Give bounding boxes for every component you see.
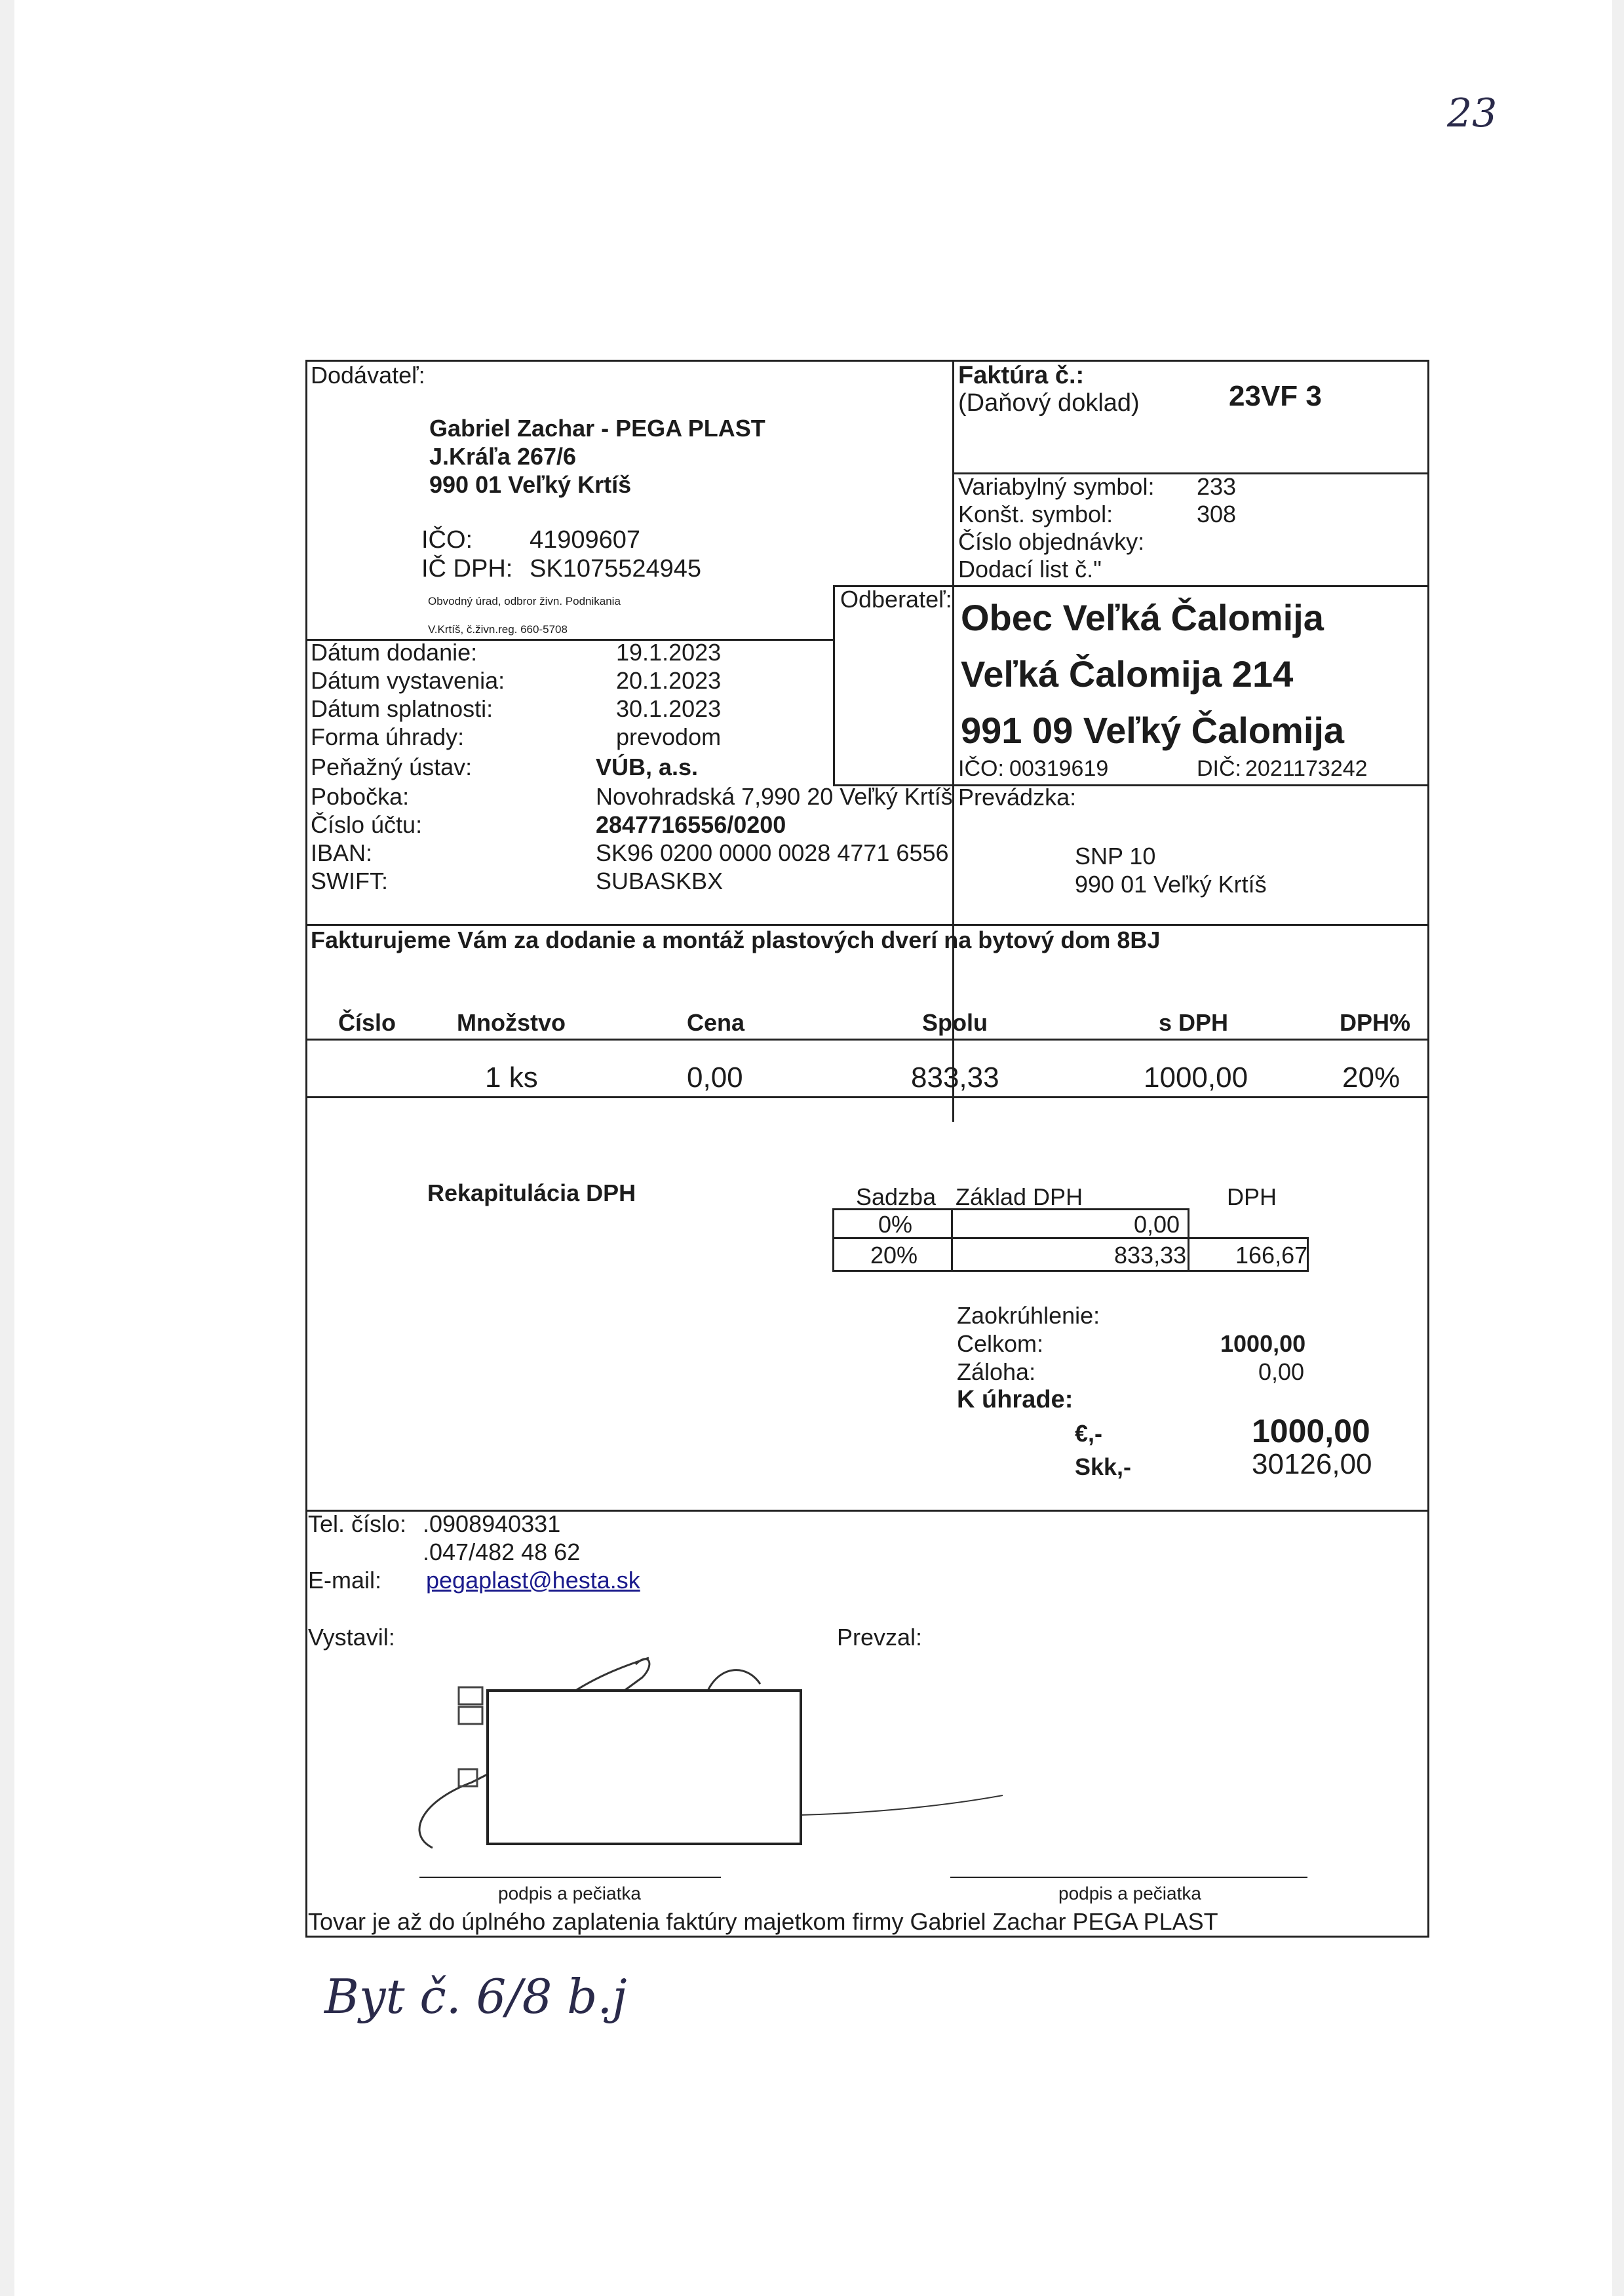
scan-edge-left	[0, 0, 14, 2296]
supplier-icdph-label: IČ DPH:	[421, 555, 513, 583]
eur-value: 1000,00	[1252, 1413, 1370, 1449]
vat-recap-title: Rekapitulácia DPH	[427, 1179, 636, 1206]
splatnosti-value: 30.1.2023	[616, 695, 722, 722]
tel-2: .047/482 48 62	[423, 1539, 581, 1565]
invoice-subtitle: (Daňový doklad)	[958, 389, 1140, 417]
customer-name: Obec Veľká Čalomija	[961, 597, 1324, 638]
prevadzka-city: 990 01 Veľký Krtíš	[1075, 871, 1267, 898]
vat-row-1-divider-a	[951, 1237, 953, 1272]
items-row-line	[305, 1096, 1429, 1098]
sign-line-left	[419, 1877, 721, 1878]
vat-row-1-zaklad: 833,33	[1114, 1242, 1187, 1269]
supplier-icdph: SK1075524945	[530, 555, 702, 583]
skk-label: Skk,-	[1075, 1453, 1132, 1480]
supplier-name: Gabriel Zachar - PEGA PLAST	[429, 415, 765, 442]
k-uhrade-label: K úhrade:	[957, 1386, 1073, 1413]
customer-street: Veľká Čalomija 214	[961, 653, 1294, 695]
order-label: Číslo objednávky:	[958, 528, 1145, 555]
col-spolu: Spolu	[922, 1009, 988, 1036]
supplier-city: 990 01 Veľký Krtíš	[429, 471, 632, 498]
prevzal-label: Prevzal:	[837, 1624, 923, 1651]
supplier-ico-label: IČO:	[421, 526, 473, 554]
sign-line-right	[950, 1877, 1307, 1878]
ucet-label: Číslo účtu:	[311, 811, 423, 838]
dodanie-label: Dátum dodanie:	[311, 639, 478, 666]
invoice-number: 23VF 3	[1229, 380, 1322, 412]
email-label: E-mail:	[308, 1567, 382, 1594]
vat-row-1-dph: 166,67	[1235, 1242, 1308, 1269]
vystavenia-label: Dátum vystavenia:	[311, 667, 505, 694]
frame-top	[305, 360, 1429, 362]
customer-ico-label: IČO:	[958, 756, 1004, 781]
items-header-line	[305, 1039, 1429, 1041]
invoice-title: Faktúra č.:	[958, 362, 1085, 389]
ustav-value: VÚB, a.s.	[596, 754, 699, 780]
iban-value: SK96 0200 0000 0028 4771 6556	[596, 839, 949, 866]
swift-value: SUBASKBX	[596, 868, 724, 894]
handwritten-note: Byt č. 6/8 b.j	[324, 1969, 627, 2024]
description-top-line	[305, 924, 1429, 926]
pobocka-label: Pobočka:	[311, 783, 410, 810]
dodanie-value: 19.1.2023	[616, 639, 722, 666]
col-cena: Cena	[687, 1009, 745, 1036]
ucet-value: 2847716556/0200	[596, 811, 786, 838]
delivery-label: Dodací list č."	[958, 556, 1102, 583]
celkom-value: 1000,00	[1220, 1330, 1306, 1357]
zaloha-value: 0,00	[1258, 1358, 1305, 1385]
vat-row-0-zaklad: 0,00	[1134, 1211, 1180, 1238]
zaokruhlenie-label: Zaokrúhlenie:	[957, 1302, 1100, 1329]
email-link[interactable]: pegaplast@hesta.sk	[426, 1567, 640, 1594]
forma-label: Forma úhrady:	[311, 723, 465, 750]
vat-row-1-sadzba: 20%	[870, 1242, 918, 1269]
skk-value: 30126,00	[1252, 1448, 1372, 1480]
vat-row-1-divider-b	[1188, 1237, 1189, 1272]
redacted-signature-box	[486, 1689, 802, 1845]
zaloha-label: Záloha:	[957, 1358, 1036, 1385]
supplier-registry-line1: Obvodný úrad, odbror živn. Podnikania	[428, 595, 621, 607]
sign-caption-right: podpis a pečiatka	[1058, 1883, 1201, 1904]
col-mnozstvo: Množstvo	[457, 1009, 566, 1036]
col-s-dph: s DPH	[1159, 1009, 1229, 1036]
ustav-label: Peňažný ústav:	[311, 754, 473, 780]
konst-label: Konšt. symbol:	[958, 501, 1113, 527]
vat-row-0-sadzba: 0%	[878, 1211, 913, 1238]
sign-caption-left: podpis a pečiatka	[498, 1883, 641, 1904]
customer-heading: Odberateľ:	[840, 586, 952, 613]
invoice-description: Fakturujeme Vám za dodanie a montáž plastových dverí na bytový dom 8BJ	[311, 927, 1161, 953]
footer-note: Tovar je až do úplného zaplatenia faktúry majetkom firmy Gabriel Zachar PEGA PLAST	[308, 1908, 1218, 1935]
tel-label: Tel. číslo:	[308, 1510, 407, 1537]
customer-ico: 00319619	[1009, 756, 1109, 781]
vat-col-sadzba: Sadzba	[856, 1183, 937, 1210]
scan-edge-right	[1612, 0, 1624, 2296]
forma-value: prevodom	[616, 723, 722, 750]
item-mnozstvo: 1 ks	[485, 1062, 538, 1094]
col-dph-pct: DPH%	[1340, 1009, 1411, 1036]
vystavil-label: Vystavil:	[308, 1624, 395, 1651]
item-spolu: 833,33	[911, 1062, 999, 1094]
pobocka-value: Novohradská 7,990 20 Veľký Krtíš	[596, 783, 953, 810]
supplier-heading: Dodávateľ:	[311, 362, 425, 389]
frame-left	[305, 360, 307, 1938]
varsym-value: 233	[1197, 473, 1237, 500]
splatnosti-label: Dátum splatnosti:	[311, 695, 493, 722]
supplier-street: J.Kráľa 267/6	[429, 443, 577, 470]
konst-value: 308	[1197, 501, 1237, 527]
vystavenia-value: 20.1.2023	[616, 667, 722, 694]
frame-bottom	[305, 1936, 1429, 1938]
col-cislo: Číslo	[338, 1009, 396, 1036]
vat-col-dph: DPH	[1227, 1183, 1277, 1210]
eur-label: €,-	[1075, 1420, 1103, 1447]
page-number: 23	[1447, 90, 1498, 136]
customer-dic-label: DIČ:	[1197, 756, 1241, 781]
item-cena: 0,00	[687, 1062, 743, 1094]
vat-col-zaklad: Základ DPH	[956, 1183, 1083, 1210]
prevadzka-street: SNP 10	[1075, 843, 1156, 870]
supplier-registry-line2: V.Krtíš, č.živn.reg. 660-5708	[428, 623, 568, 636]
iban-label: IBAN:	[311, 839, 373, 866]
varsym-label: Variabylný symbol:	[958, 473, 1155, 500]
item-dph-pct: 20%	[1342, 1062, 1401, 1094]
celkom-label: Celkom:	[957, 1330, 1044, 1357]
prevadzka-heading: Prevádzka:	[958, 784, 1077, 811]
swift-label: SWIFT:	[311, 868, 388, 894]
vat-row-0-divider	[951, 1208, 953, 1239]
customer-city: 991 09 Veľký Čalomija	[961, 710, 1345, 751]
item-s-dph: 1000,00	[1144, 1062, 1248, 1094]
tel-1: .0908940331	[423, 1510, 561, 1537]
supplier-ico: 41909607	[530, 526, 641, 554]
customer-dic: 2021173242	[1245, 756, 1368, 781]
